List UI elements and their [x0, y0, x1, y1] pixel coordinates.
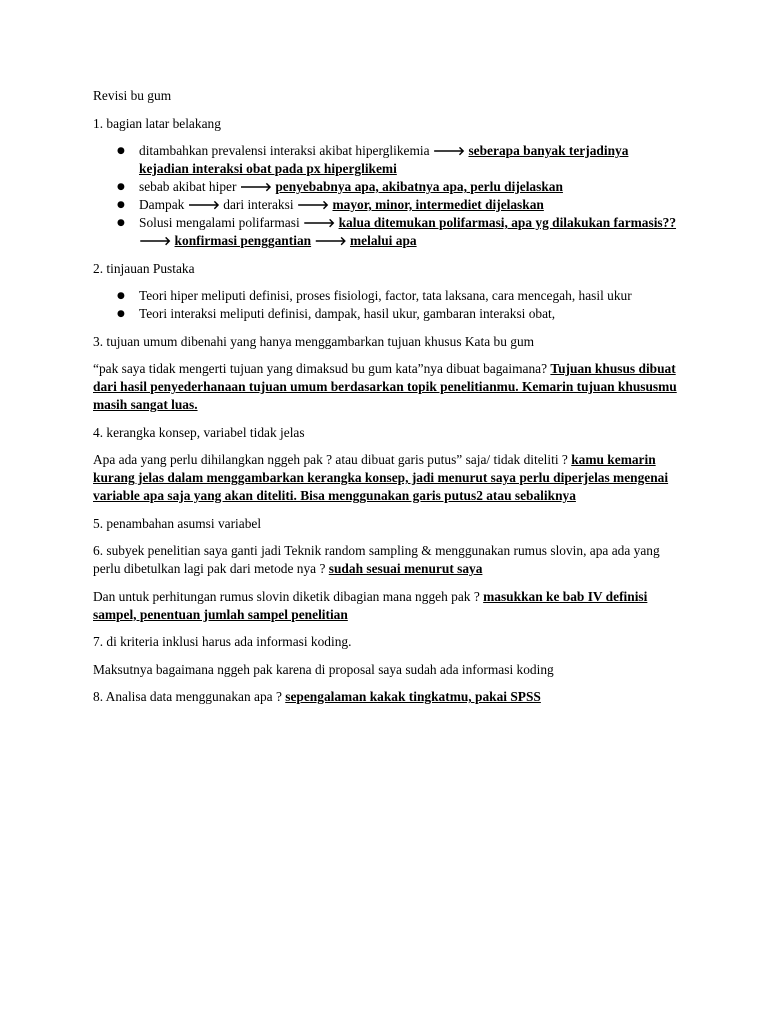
arrow-right-icon: 🡒 — [187, 198, 220, 212]
answer-text: konfirmasi penggantian — [174, 233, 312, 248]
answer-text: mayor, minor, intermediet dijelaskan — [332, 197, 544, 212]
section-3-heading: 3. tujuan umum dibenahi yang hanya menggambarkan tujuan khusus Kata bu gum — [93, 333, 535, 349]
section-6-paragraph-2: Dan untuk perhitungan rumus slovin diketik dibagian mana nggeh pak ? masukkan ke bab IV definisi sampel, penentuan jumlah sampel penelitian — [93, 588, 648, 622]
section-8-paragraph: 8. Analisa data menggunakan apa ? sepengalaman kakak tingkatmu, pakai SPSS — [93, 689, 541, 704]
section-3-paragraph: “pak saya tidak mengerti tujuan yang dimaksud bu gum kata”nya dibuat bagaimana? Tujuan khusus dibuat dari hasil penyederhanaan tujuan umum berdasarkan topik penelitianmu. Kemarin tujuan khususmu masih sangat luas. — [93, 361, 677, 412]
document-body — [93, 87, 678, 716]
list-item: ● Teori interaksi meliputi definisi, dampak, hasil ukur, gambaran interaksi obat, — [117, 306, 556, 321]
bullet-icon: ● — [117, 309, 125, 319]
answer-text: kamu kemarin kurang jelas dalam menggambarkan kerangka konsep, jadi menurut saya perlu diperjelas mengenai variable apa saja yang akan diteliti. Bisa menggunakan garis putus2 atau sebaliknya — [93, 452, 669, 503]
answer-text: Tujuan khusus dibuat dari hasil penyederhanaan tujuan umum berdasarkan topik penelitianmu. Kemarin tujuan khususmu masih sangat luas. — [93, 361, 677, 412]
answer-text: kalua ditemukan polifarmasi, apa yg dilakukan farmasis?? — [338, 215, 677, 230]
bullet-icon: ● — [117, 146, 125, 156]
section-1-heading: 1. bagian latar belakang — [93, 115, 221, 131]
section-5-heading: 5. penambahan asumsi variabel — [93, 515, 262, 531]
bullet-icon: ● — [117, 200, 125, 210]
section-7-paragraph: Maksutnya bagaimana nggeh pak karena di proposal saya sudah ada informasi koding — [93, 661, 554, 677]
answer-text: sepengalaman kakak tingkatmu, pakai SPSS — [285, 689, 541, 704]
arrow-right-icon: 🡒 — [303, 216, 336, 230]
document-title: Revisi bu gum — [93, 88, 172, 103]
list-item: ● Solusi mengalami polifarmasi 🡒 kalua ditemukan polifarmasi, apa yg dilakukan farmasis?? 🡒 konfirmasi penggantian 🡒 melalui apa — [117, 215, 677, 248]
section-2-heading: 2. tinjauan Pustaka — [93, 260, 195, 276]
bullet-icon: ● — [117, 218, 125, 228]
arrow-right-icon: 🡒 — [314, 234, 347, 248]
section-1-list — [93, 142, 678, 250]
answer-text: masukkan ke bab IV definisi sampel, penentuan jumlah sampel penelitian — [93, 588, 648, 622]
bullet-icon: ● — [117, 291, 125, 301]
arrow-right-icon: 🡒 — [432, 144, 466, 158]
section-4-heading: 4. kerangka konsep, variabel tidak jelas — [93, 424, 305, 440]
answer-text: sudah sesuai menurut saya — [328, 561, 483, 576]
list-item: ● Dampak 🡒 dari interaksi 🡒 mayor, minor, intermediet dijelaskan — [117, 197, 544, 212]
list-item: ● ditambahkan prevalensi interaksi akibat hiperglikemia 🡒 seberapa banyak terjadinya kejadian interaksi obat pada px hiperglikemi — [117, 143, 629, 176]
section-7-heading: 7. di kriteria inklusi harus ada informasi koding. — [93, 634, 352, 649]
answer-text: melalui apa — [350, 233, 417, 248]
list-item: ● Teori hiper meliputi definisi, proses fisiologi, factor, tata laksana, cara mencegah, hasil ukur — [117, 288, 632, 303]
arrow-right-icon: 🡒 — [239, 180, 272, 194]
answer-text: seberapa banyak terjadinya kejadian interaksi obat pada px hiperglikemi — [139, 143, 629, 176]
section-6-paragraph: 6. subyek penelitian saya ganti jadi Teknik random sampling & menggunakan rumus slovin, apa ada yang perlu dibetulkan lagi pak dari metode nya ? sudah sesuai menurut saya — [93, 543, 660, 576]
arrow-right-icon: 🡒 — [296, 198, 330, 212]
section-2-list — [93, 287, 678, 323]
answer-text: penyebabnya apa, akibatnya apa, perlu dijelaskan — [275, 179, 563, 194]
bullet-icon: ● — [117, 182, 125, 192]
arrow-right-icon: 🡒 — [139, 234, 172, 248]
list-item: ● sebab akibat hiper 🡒 penyebabnya apa, akibatnya apa, perlu dijelaskan — [117, 179, 563, 194]
section-4-paragraph: Apa ada yang perlu dihilangkan nggeh pak ? atau dibuat garis putus” saja/ tidak diteliti ? kamu kemarin kurang jelas dalam menggambarkan kerangka konsep, jadi menurut saya perlu diperjelas mengenai variable apa saja yang akan diteliti. Bisa menggunakan garis putus2 atau sebaliknya — [93, 452, 669, 503]
